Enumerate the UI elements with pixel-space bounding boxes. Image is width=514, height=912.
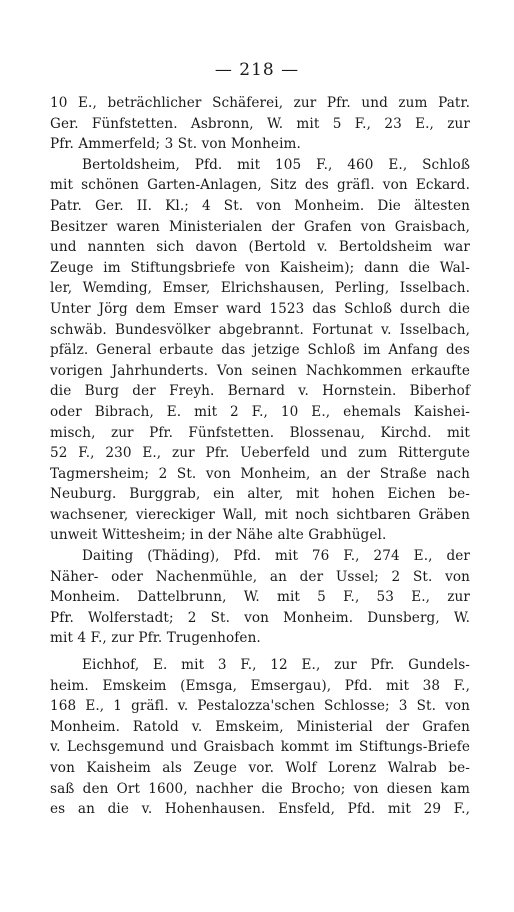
text-line: von Kaisheim als Zeuge vor. Wolf Lorenz Walrab be- — [50, 760, 470, 776]
text-line: und nannten sich davon (Bertold v. Bertoldsheim war — [50, 239, 470, 256]
text-line: es an die v. Hohenhausen. Ensfeld, Pfd. mit 29 F., — [50, 801, 470, 818]
text-line: pfälz. General erbaute das jetzige Schloß im Anfang des — [50, 342, 470, 359]
text-line: Ger. Fünfstetten. Asbronn, W. mit 5 F., 23 E., zur — [50, 115, 470, 132]
text-line: mit 4 F., zur Pfr. Trugenhofen. — [50, 630, 261, 647]
text-line: Näher- oder Nachenmühle, an der Ussel; 2 St. von — [50, 568, 470, 585]
text-body — [50, 93, 470, 820]
text-line: Tagmersheim; 2 St. von Monheim, an der Straße nach — [50, 465, 470, 482]
text-line: oder Bibrach, E. mit 2 F., 10 E., ehemals Kaishei- — [50, 403, 470, 420]
text-line: mit schönen Garten-Anlagen, Sitz des gräfl. von Eckard. — [50, 177, 470, 194]
text-line: 10 E., beträchlicher Schäferei, zur Pfr. und zum Patr. — [50, 95, 470, 111]
text-line: Pfr. Ammerfeld; 3 St. von Monheim. — [50, 136, 301, 153]
text-line: Bertoldsheim, Pfd. mit 105 F., 460 E., Schloß — [82, 156, 470, 173]
paragraph-daiting — [50, 546, 470, 649]
text-line: Pfr. Wolferstadt; 2 St. von Monheim. Dunsberg, W. — [50, 609, 470, 626]
paragraph-eichhof — [50, 655, 470, 820]
text-line: v. Lechsgemund und Graisbach kommt im Stiftungs-Briefe — [50, 739, 470, 756]
text-line: wachsener, viereckiger Wall, mit noch sichtbaren Gräben — [50, 506, 470, 523]
text-line: schwäb. Bundesvölker abgebrannt. Fortunat v. Isselbach, — [50, 321, 470, 338]
text-line: die Burg der Freyh. Bernard v. Hornstein. Biberhof — [50, 383, 470, 400]
text-line: Monheim. Ratold v. Emskeim, Ministerial der Grafen — [50, 718, 470, 735]
text-line: Unter Jörg dem Emser ward 1523 das Schloß durch die — [50, 300, 470, 317]
text-line: ler, Wemding, Emser, Elrichshausen, Perling, Isselbach. — [50, 280, 470, 297]
text-line: Patr. Ger. II. Kl.; 4 St. von Monheim. Die ältesten — [50, 197, 470, 214]
text-line: misch, zur Pfr. Fünfstetten. Blossenau, Kirchd. mit — [50, 424, 470, 441]
paragraph-asbronn — [50, 93, 470, 155]
text-line: Eichhof, E. mit 3 F., 12 E., zur Pfr. Gundels- — [82, 657, 470, 674]
paragraph-bertoldsheim — [50, 155, 470, 546]
text-line: saß den Ort 1600, nachher die Brocho; von diesen kam — [50, 780, 470, 797]
text-line: Daiting (Thäding), Pfd. mit 76 F., 274 E., der — [82, 548, 470, 565]
text-line: vorigen Jahrhunderts. Von seinen Nachkommen erkaufte — [50, 362, 470, 379]
text-line: Neuburg. Burggrab, ein alter, mit hohen Eichen be- — [50, 486, 470, 503]
page-number: — 218 — — [214, 60, 300, 80]
text-line: unweit Wittesheim; in der Nähe alte Grabhügel. — [50, 527, 387, 544]
text-line: 168 E., 1 gräfl. v. Pestalozza'schen Schlosse; 3 St. von — [50, 698, 470, 715]
text-line: Besitzer waren Ministerialen der Grafen von Graisbach, — [50, 218, 470, 235]
text-line: heim. Emskeim (Emsga, Emsergau), Pfd. mit 38 F., — [50, 677, 470, 694]
text-line: Monheim. Dattelbrunn, W. mit 5 F., 53 E., zur — [50, 589, 470, 606]
text-line: Zeuge im Stiftungsbriefe von Kaisheim); dann die Wal- — [50, 259, 470, 276]
text-line: 52 F., 230 E., zur Pfr. Ueberfeld und zum Rittergute — [50, 445, 470, 462]
